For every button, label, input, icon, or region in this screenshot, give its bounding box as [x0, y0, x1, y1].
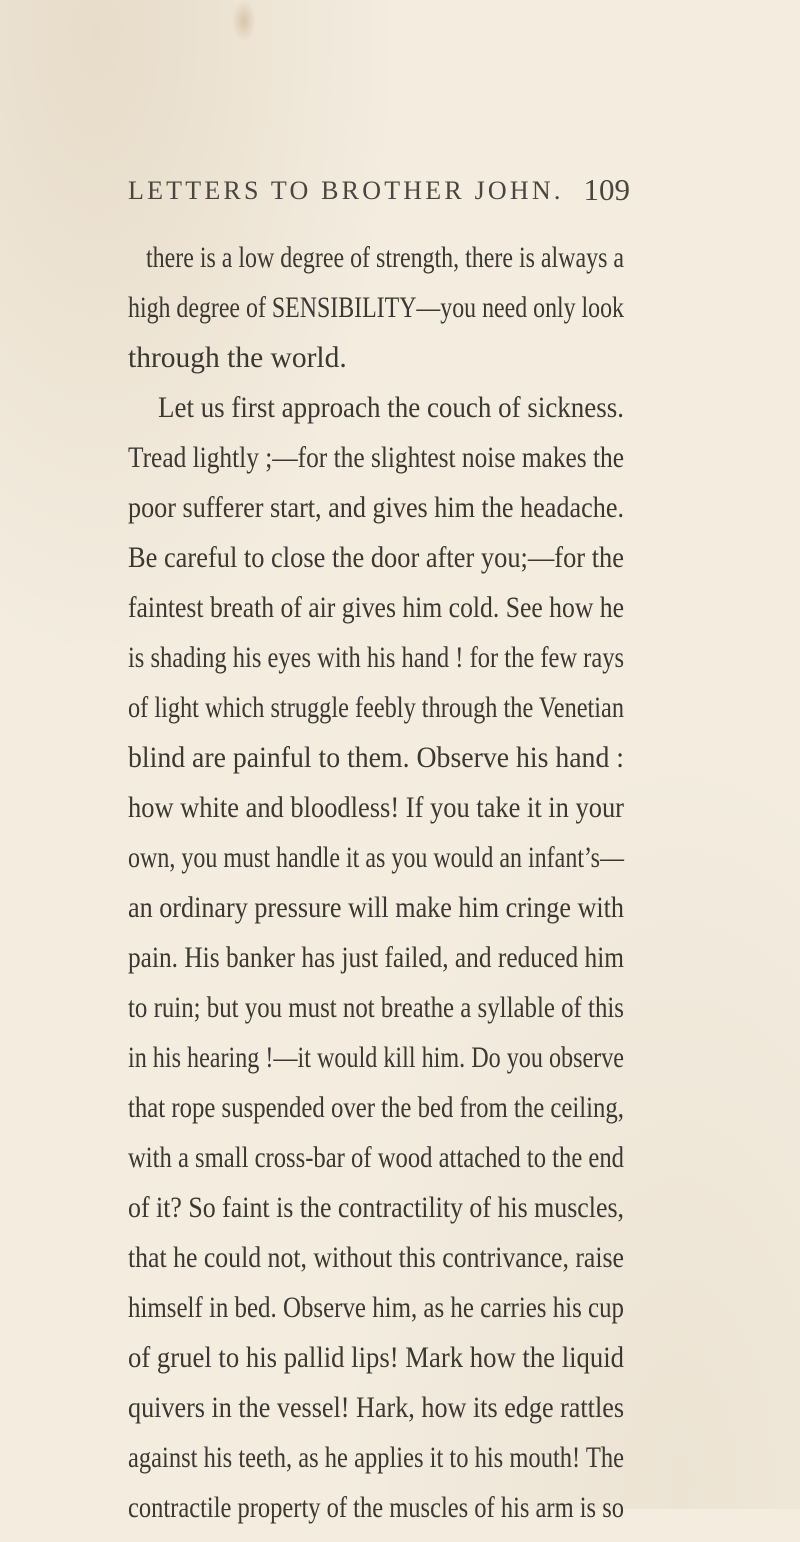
text-line: through the world.: [128, 342, 347, 374]
text-line: contractile property of the muscles of his arm is so: [128, 1492, 624, 1524]
text-line: of light which struggle feebly through the Venetian: [128, 692, 624, 724]
text-line: to ruin; but you must not breathe a syllable of this: [128, 992, 624, 1024]
page-header: [128, 172, 630, 212]
text-line: own, you must handle it as you would an infant’s—: [128, 842, 624, 874]
text-line: of it? So faint is the contractility of his muscles,: [128, 1192, 624, 1224]
text-line: that rope suspended over the bed from the ceiling,: [128, 1092, 624, 1124]
text-line: of gruel to his pallid lips! Mark how the liquid: [128, 1342, 624, 1374]
page-number: 109: [583, 172, 630, 207]
text-line: himself in bed. Observe him, as he carries his cup: [128, 1292, 624, 1324]
text-line: an ordinary pressure will make him cringe with: [128, 892, 624, 924]
text-line: Let us first approach the couch of sickness.: [158, 392, 624, 424]
text-line: against his teeth, as he applies it to his mouth! The: [128, 1442, 624, 1474]
text-line: poor sufferer start, and gives him the headache.: [128, 492, 624, 524]
text-line: that he could not, without this contrivance, raise: [128, 1242, 624, 1274]
text-line: in his hearing !—it would kill him. Do you observe: [128, 1042, 624, 1074]
text-line: blind are painful to them. Observe his hand :: [128, 742, 624, 774]
text-line: high degree of SENSIBILITY—you need only look: [128, 292, 624, 324]
running-head: LETTERS TO BROTHER JOHN.: [128, 176, 564, 205]
text-line: is shading his eyes with his hand ! for the few rays: [128, 642, 624, 674]
text-line: with a small cross-bar of wood attached to the end: [128, 1142, 624, 1174]
text-line: faintest breath of air gives him cold. See how he: [128, 592, 624, 624]
text-line: Tread lightly ;—for the slightest noise makes the: [128, 442, 624, 474]
text-line: quivers in the vessel! Hark, how its edge rattles: [128, 1392, 624, 1424]
text-line: how white and bloodless! If you take it in your: [128, 792, 624, 824]
text-line: pain. His banker has just failed, and reduced him: [128, 942, 624, 974]
paper-stain: [232, 0, 256, 42]
text-line: there is a low degree of strength, there is always a: [146, 242, 624, 274]
text-line: Be careful to close the door after you;—for the: [128, 542, 624, 574]
